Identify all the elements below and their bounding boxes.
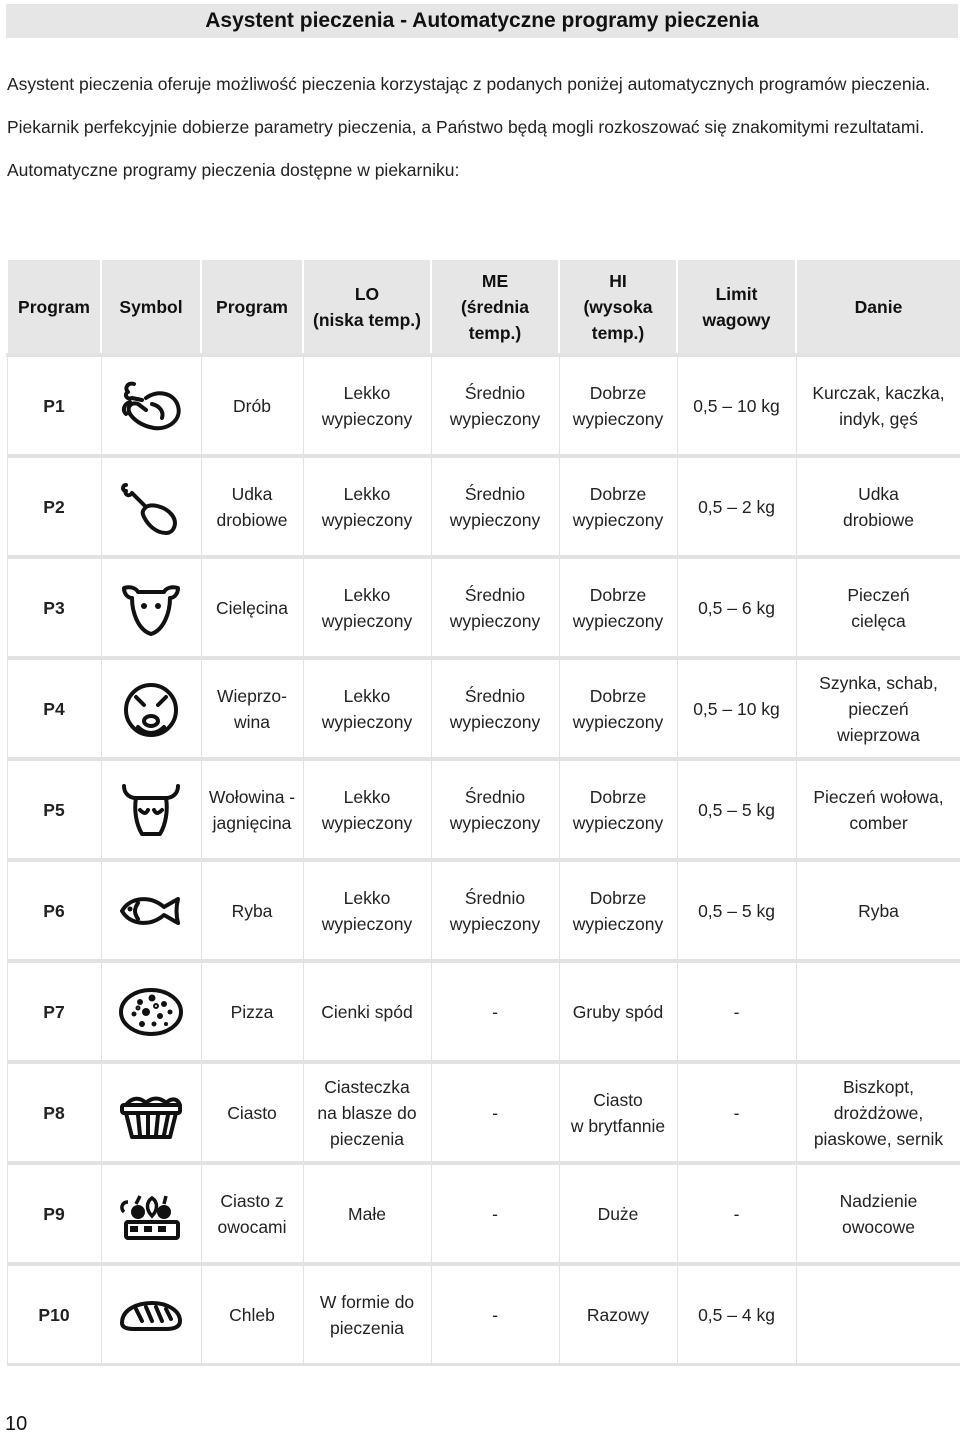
table-row (7, 557, 960, 658)
lo-setting (303, 1163, 431, 1264)
cell-line: Dobrze (589, 382, 647, 403)
program-code: P4 (7, 658, 101, 759)
cell-line: - (492, 1102, 498, 1123)
program-code: P1 (7, 355, 101, 456)
intro-paragraph-3: Automatyczne programy pieczenia dostępne w piekarniku: (7, 160, 460, 180)
cell-line: Ciasto (593, 1089, 643, 1110)
table-row (7, 1163, 960, 1264)
cell-line: wypieczony (572, 711, 664, 732)
program-symbol (101, 456, 201, 557)
cell-line: wypieczony (449, 711, 541, 732)
cell-line: wypieczony (321, 509, 413, 530)
cell-line: Szynka, schab, (819, 672, 938, 693)
poultry-icon (102, 376, 201, 436)
program-code: P9 (7, 1163, 101, 1264)
cell-line: Średnio (464, 483, 526, 504)
weight-limit: 0,5 – 10 kg (677, 658, 796, 759)
dish-description (796, 759, 960, 860)
weight-limit: 0,5 – 2 kg (677, 456, 796, 557)
pizza-icon (102, 982, 201, 1042)
cell-line: wypieczony (321, 408, 413, 429)
program-name (201, 961, 303, 1062)
cell-line: wypieczony (572, 812, 664, 833)
me-setting (431, 456, 559, 557)
cell-line: owocowe (842, 1216, 915, 1237)
cell-line: jagnięcina (212, 812, 292, 833)
header-hi: HI (wysoka temp.) (559, 259, 677, 355)
cell-line: Pieczeń (847, 584, 910, 605)
cell-line: Lekko (343, 887, 391, 908)
dish-description (796, 860, 960, 961)
programs-table (6, 258, 960, 1366)
cell-line: Dobrze (589, 483, 647, 504)
weight-limit: 0,5 – 5 kg (677, 860, 796, 961)
cell-line: Ciasto z (220, 1190, 284, 1211)
header-program-name: Program (201, 259, 303, 355)
intro-paragraph-2: Piekarnik perfekcyjnie dobierze parametry pieczenia, a Państwo będą mogli rozkoszować się znakomitymi rezultatami. (7, 117, 925, 137)
cell-line: W formie do (319, 1291, 415, 1312)
program-symbol (101, 658, 201, 759)
hi-setting (559, 456, 677, 557)
cell-line: Wołowina - (208, 786, 296, 807)
me-setting (431, 1062, 559, 1163)
me-setting (431, 355, 559, 456)
weight-limit: - (677, 961, 796, 1062)
title-bar (6, 4, 958, 38)
cell-line: indyk, gęś (839, 408, 918, 429)
hi-setting (559, 1163, 677, 1264)
cell-line: Lekko (343, 382, 391, 403)
page-number: 10 (5, 1413, 28, 1435)
weight-limit: 0,5 – 10 kg (677, 355, 796, 456)
hi-setting (559, 759, 677, 860)
cell-line: Udka (231, 483, 273, 504)
program-name (201, 557, 303, 658)
cell-line: Ryba (231, 900, 273, 921)
cell-line: wypieczony (449, 913, 541, 934)
hi-setting (559, 658, 677, 759)
cell-line: wypieczony (321, 610, 413, 631)
me-setting (431, 759, 559, 860)
table-row (7, 961, 960, 1062)
table-header-row (7, 259, 960, 355)
cell-line: Lekko (343, 685, 391, 706)
lo-setting (303, 355, 431, 456)
cell-line: wypieczony (572, 610, 664, 631)
lo-setting (303, 658, 431, 759)
weight-limit: - (677, 1163, 796, 1264)
hi-setting (559, 860, 677, 961)
lo-setting (303, 1062, 431, 1163)
cell-line: Lekko (343, 786, 391, 807)
cell-line: Cienki spód (321, 1001, 413, 1022)
drumstick-icon (102, 477, 201, 537)
cell-line: wypieczony (449, 509, 541, 530)
cell-line: Kurczak, kaczka, (812, 382, 945, 403)
cell-line: Średnio (464, 382, 526, 403)
lo-setting (303, 860, 431, 961)
beef-icon (102, 780, 201, 840)
cell-line: wypieczony (572, 408, 664, 429)
program-symbol (101, 1264, 201, 1365)
table-row (7, 355, 960, 456)
dish-description (796, 658, 960, 759)
weight-limit: 0,5 – 6 kg (677, 557, 796, 658)
cell-line: Drób (233, 395, 271, 416)
program-code: P10 (7, 1264, 101, 1365)
cell-line: wypieczony (321, 812, 413, 833)
program-code: P6 (7, 860, 101, 961)
cell-line: Dobrze (589, 786, 647, 807)
intro-paragraph-1: Asystent pieczenia oferuje możliwość pieczenia korzystając z podanych poniżej automatycznych programów pieczenia. (7, 74, 931, 94)
cell-line: Średnio (464, 887, 526, 908)
cell-line: wypieczony (321, 711, 413, 732)
cell-line: - (492, 1304, 498, 1325)
me-setting (431, 961, 559, 1062)
cell-line: drobiowe (842, 509, 915, 530)
me-setting (431, 1163, 559, 1264)
me-setting (431, 1264, 559, 1365)
cell-line: Duże (597, 1203, 639, 1224)
cell-line: Udka (858, 483, 899, 504)
weight-limit: 0,5 – 4 kg (677, 1264, 796, 1365)
program-symbol (101, 355, 201, 456)
cell-line: comber (849, 812, 908, 833)
dish-description (796, 557, 960, 658)
header-program: Program (7, 259, 101, 355)
weight-limit: 0,5 – 5 kg (677, 759, 796, 860)
cell-line: wypieczony (321, 913, 413, 934)
cell-line: pieczeń (848, 698, 909, 719)
cell-line: Cielęcina (216, 597, 288, 618)
program-code: P8 (7, 1062, 101, 1163)
hi-setting (559, 961, 677, 1062)
hi-setting (559, 355, 677, 456)
table-row (7, 1062, 960, 1163)
weight-limit: - (677, 1062, 796, 1163)
cell-line: drożdżowe, (833, 1102, 924, 1123)
cell-line: - (492, 1001, 498, 1022)
cell-line: wieprzowa (837, 724, 920, 745)
veal-icon (102, 578, 201, 638)
cell-line: drobiowe (216, 509, 288, 530)
lo-setting (303, 456, 431, 557)
hi-setting (559, 557, 677, 658)
cell-line: Chleb (229, 1304, 275, 1325)
cell-line: wypieczony (449, 812, 541, 833)
table-row (7, 860, 960, 961)
cell-line: wypieczony (449, 408, 541, 429)
cell-line: cielęca (851, 610, 906, 631)
program-name (201, 759, 303, 860)
cell-line: Gruby spód (572, 1001, 664, 1022)
cake-icon (102, 1083, 201, 1143)
program-name (201, 1264, 303, 1365)
program-name (201, 456, 303, 557)
dish-description (796, 355, 960, 456)
table-row (7, 456, 960, 557)
program-name (201, 355, 303, 456)
cell-line: Średnio (464, 786, 526, 807)
cell-line: Lekko (343, 584, 391, 605)
cell-line: - (492, 1203, 498, 1224)
program-symbol (101, 759, 201, 860)
dish-description (796, 961, 960, 1062)
cell-line: Lekko (343, 483, 391, 504)
program-symbol (101, 557, 201, 658)
cell-line: Razowy (586, 1304, 650, 1325)
cell-line: Pizza (230, 1001, 274, 1022)
me-setting (431, 860, 559, 961)
fruit-cake-icon (102, 1184, 201, 1244)
cell-line: Dobrze (589, 685, 647, 706)
cell-line: piaskowe, sernik (813, 1128, 944, 1149)
program-symbol (101, 860, 201, 961)
program-name (201, 1062, 303, 1163)
cell-line: wina (234, 711, 270, 732)
cell-line: Wieprzo- (216, 685, 287, 706)
fish-icon (102, 881, 201, 941)
program-symbol (101, 1062, 201, 1163)
cell-line: wypieczony (572, 509, 664, 530)
bread-icon (102, 1285, 201, 1345)
dish-description (796, 1264, 960, 1365)
lo-setting (303, 961, 431, 1062)
me-setting (431, 557, 559, 658)
program-symbol (101, 1163, 201, 1264)
cell-line: Ciasteczka (324, 1076, 410, 1097)
pork-icon (102, 679, 201, 739)
table-row (7, 759, 960, 860)
lo-setting (303, 759, 431, 860)
header-limit: Limit wagowy (677, 259, 796, 355)
page-title: Asystent pieczenia - Automatyczne programy pieczenia (205, 9, 759, 32)
lo-setting (303, 557, 431, 658)
program-code: P2 (7, 456, 101, 557)
cell-line: na blasze do (317, 1102, 417, 1123)
intro-text (7, 71, 957, 183)
program-code: P7 (7, 961, 101, 1062)
table-row (7, 658, 960, 759)
cell-line: Ryba (858, 900, 899, 921)
cell-line: pieczenia (330, 1128, 404, 1149)
me-setting (431, 658, 559, 759)
program-name (201, 658, 303, 759)
program-name (201, 860, 303, 961)
header-dish: Danie (796, 259, 960, 355)
cell-line: wypieczony (572, 913, 664, 934)
cell-line: Średnio (464, 685, 526, 706)
header-lo: LO (niska temp.) (303, 259, 431, 355)
program-code: P5 (7, 759, 101, 860)
cell-line: pieczenia (330, 1317, 404, 1338)
program-symbol (101, 961, 201, 1062)
cell-line: Ciasto (227, 1102, 277, 1123)
cell-line: Pieczeń wołowa, (813, 786, 944, 807)
hi-setting (559, 1264, 677, 1365)
cell-line: wypieczony (449, 610, 541, 631)
cell-line: w brytfannie (570, 1115, 666, 1136)
dish-description (796, 456, 960, 557)
cell-line: Nadzienie (839, 1190, 918, 1211)
hi-setting (559, 1062, 677, 1163)
dish-description (796, 1163, 960, 1264)
cell-line: Biszkopt, (843, 1076, 914, 1097)
cell-line: owocami (217, 1216, 287, 1237)
dish-description (796, 1062, 960, 1163)
header-symbol: Symbol (101, 259, 201, 355)
header-me: ME (średnia temp.) (431, 259, 559, 355)
cell-line: Dobrze (589, 584, 647, 605)
lo-setting (303, 1264, 431, 1365)
cell-line: Dobrze (589, 887, 647, 908)
program-code: P3 (7, 557, 101, 658)
cell-line: Średnio (464, 584, 526, 605)
program-name (201, 1163, 303, 1264)
cell-line: Małe (348, 1203, 386, 1224)
table-row (7, 1264, 960, 1365)
